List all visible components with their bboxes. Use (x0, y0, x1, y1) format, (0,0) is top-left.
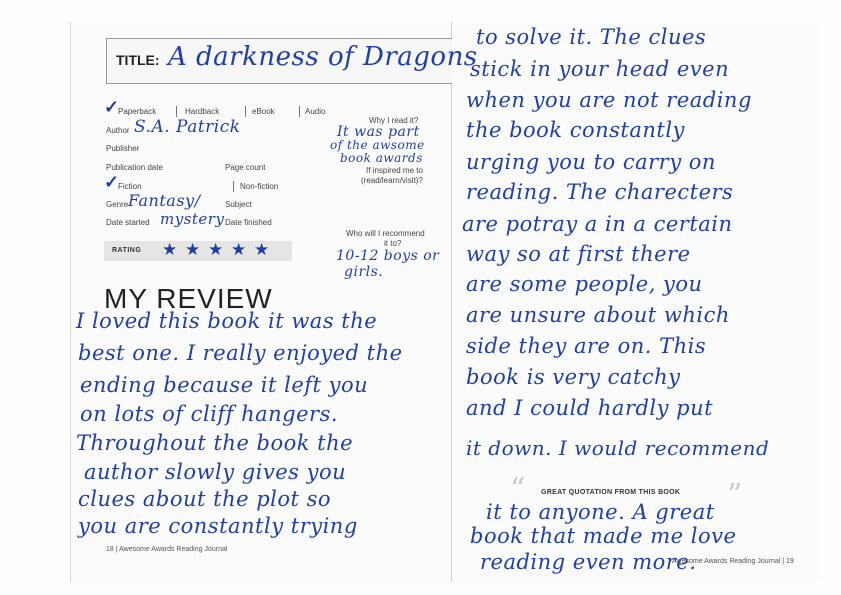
paperback-tick-icon: ✓ (104, 97, 120, 117)
recommend-line: 10-12 boys or (336, 248, 440, 264)
fiction-label: Fiction (118, 182, 142, 191)
page-gutter (451, 22, 452, 582)
review-line: book is very catchy (466, 365, 681, 389)
open-quote-icon: “ (510, 472, 526, 507)
format-separator (245, 106, 246, 117)
review-line: urging you to carry on (466, 150, 716, 174)
quote-line: book that made me love (470, 524, 737, 548)
review-line: author slowly gives you (84, 460, 347, 484)
format-hardback: Hardback (185, 107, 220, 116)
review-line: are some people, you (466, 272, 703, 296)
review-line: are unsure about which (466, 303, 730, 327)
review-line: you are constantly trying (78, 514, 358, 538)
review-line: clues about the plot so (78, 487, 332, 511)
review-line: ending because it left you (80, 373, 369, 397)
star-icon: ★ (162, 240, 178, 259)
fiction-tick-icon: ✓ (104, 172, 120, 192)
recommend-line: girls. (344, 264, 384, 280)
review-line: stick in your head even (470, 57, 730, 81)
why-read-line: book awards (340, 151, 423, 165)
rating-label: RATING (112, 247, 142, 254)
recommend-label: Who will I recommend (346, 229, 425, 238)
recommend-label: it to? (384, 239, 402, 248)
inspired-label: If inspired me to (366, 166, 423, 175)
review-line: way so at first there (466, 242, 691, 266)
fiction-separator (233, 181, 234, 192)
date-started-label: Date started (106, 218, 150, 227)
review-line: it down. I would recommend (466, 436, 770, 460)
subject-label: Subject (225, 200, 252, 209)
inspired-label: (read/learn/visit)? (361, 176, 423, 185)
quote-line: reading even more. (480, 550, 697, 574)
book-title: A darkness of Dragons (168, 42, 478, 72)
genre-value: Fantasy/ (128, 191, 201, 210)
format-paperback: Paperback (118, 107, 157, 116)
star-icon: ★ (208, 240, 224, 259)
my-review-heading: MY REVIEW (104, 283, 273, 314)
format-ebook: eBook (252, 107, 275, 116)
right-footer: Awesome Awards Reading Journal | 19 (672, 558, 794, 565)
publication-date-label: Publication date (106, 163, 163, 172)
review-line: are potray a in a certain (462, 212, 733, 236)
genre-label: Genre (106, 200, 129, 209)
review-line: when you are not reading (466, 88, 752, 112)
nonfiction-label: Non-fiction (240, 182, 279, 191)
star-icon: ★ (231, 240, 247, 259)
review-line: on lots of cliff hangers. (80, 402, 339, 426)
quotation-label: GREAT QUOTATION FROM THIS BOOK (541, 489, 681, 496)
review-line: to solve it. The clues (476, 25, 707, 49)
star-icon: ★ (254, 240, 270, 259)
review-line: Throughout the book the (76, 431, 354, 455)
genre-value-continued: mystery (160, 210, 225, 228)
format-audio: Audio (305, 107, 326, 116)
author-label: Author (106, 126, 130, 135)
review-line: reading. The charecters (466, 180, 734, 204)
author-name: S.A. Patrick (134, 117, 241, 137)
title-label: TITLE: (116, 52, 160, 68)
date-finished-label: Date finished (225, 218, 272, 227)
review-line: side they are on. This (466, 334, 707, 358)
why-read-label: Why I read it? (369, 116, 419, 125)
why-read-line: It was part (337, 124, 420, 140)
review-line: the book constantly (466, 118, 685, 142)
why-read-line: of the awsome (330, 138, 425, 152)
close-quote-icon: ” (727, 478, 743, 513)
star-icon: ★ (185, 240, 201, 259)
format-separator (176, 106, 177, 117)
page-count-label: Page count (225, 163, 266, 172)
review-line: and I could hardly put (466, 396, 714, 420)
left-footer: 18 | Awesome Awards Reading Journal (106, 546, 228, 553)
review-line: best one. I really enjoyed the (78, 341, 403, 365)
format-separator (299, 106, 300, 117)
publisher-label: Publisher (106, 144, 140, 153)
review-line: I loved this book it was the (76, 309, 378, 333)
quote-line: it to anyone. A great (486, 500, 715, 524)
